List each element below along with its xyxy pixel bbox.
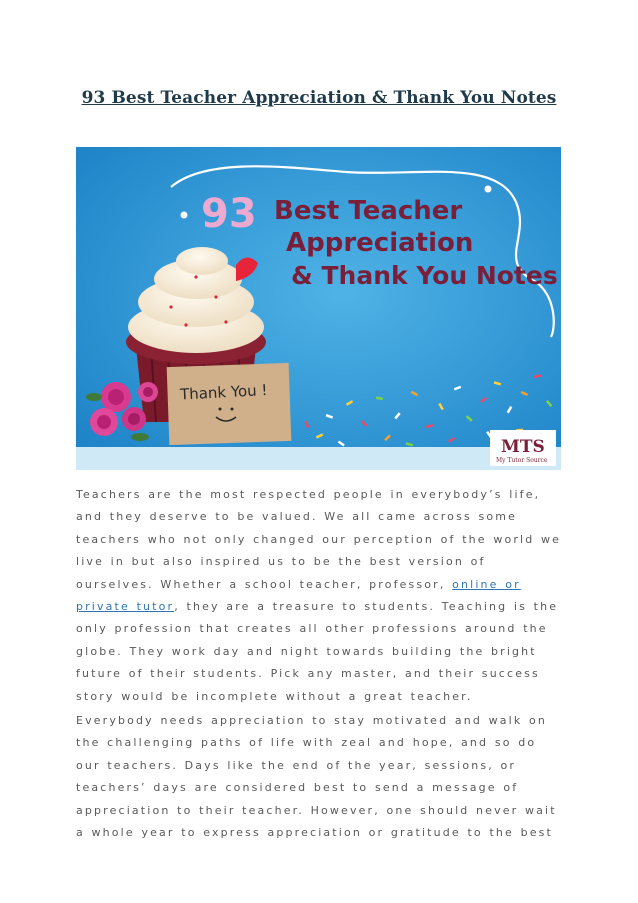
page-title: 93 Best Teacher Appreciation & Thank You Notes: [81, 88, 557, 108]
mts-logo: [490, 430, 556, 466]
svg-text:MTS: MTS: [501, 437, 545, 457]
banner-number: 93: [201, 191, 257, 237]
paragraph-2: Everybody needs appreciation to stay motivated and walk on the challenging paths of life with zeal and hope, and so do our teachers. Days like the end of the year, sessions, or teachers’ days are considered best to send a message of appreciation to their teacher. However, one should never wait a whole year to express appreciation or gratitude to the best: [76, 714, 557, 840]
svg-text:My Tutor Source: My Tutor Source: [496, 457, 548, 464]
banner-line-3: & Thank You Notes: [291, 261, 558, 290]
banner-image: [76, 147, 561, 470]
online-tutor-link[interactable]: online or private tutor: [76, 577, 521, 614]
banner-line-1: Best Teacher: [274, 196, 463, 226]
paragraph-1: Teachers are the most respected people in everybody’s life, and they deserve to be valued. We all came across some teachers who not only changed our perception of the world we live in but also inspired us to be the best version of ourselves. Whether a school teacher, professor, online or private tutor, they are a treasure to students. Teaching is the only profession that creates all other professions around the globe. They work day and night towards building the bright future of their students. Pick any master, and their success story would be incomplete without a great teacher.: [76, 488, 562, 703]
card-text: Thank You !: [179, 380, 268, 404]
thank-you-card: [167, 363, 292, 445]
banner-line-2: Appreciation: [286, 228, 474, 258]
